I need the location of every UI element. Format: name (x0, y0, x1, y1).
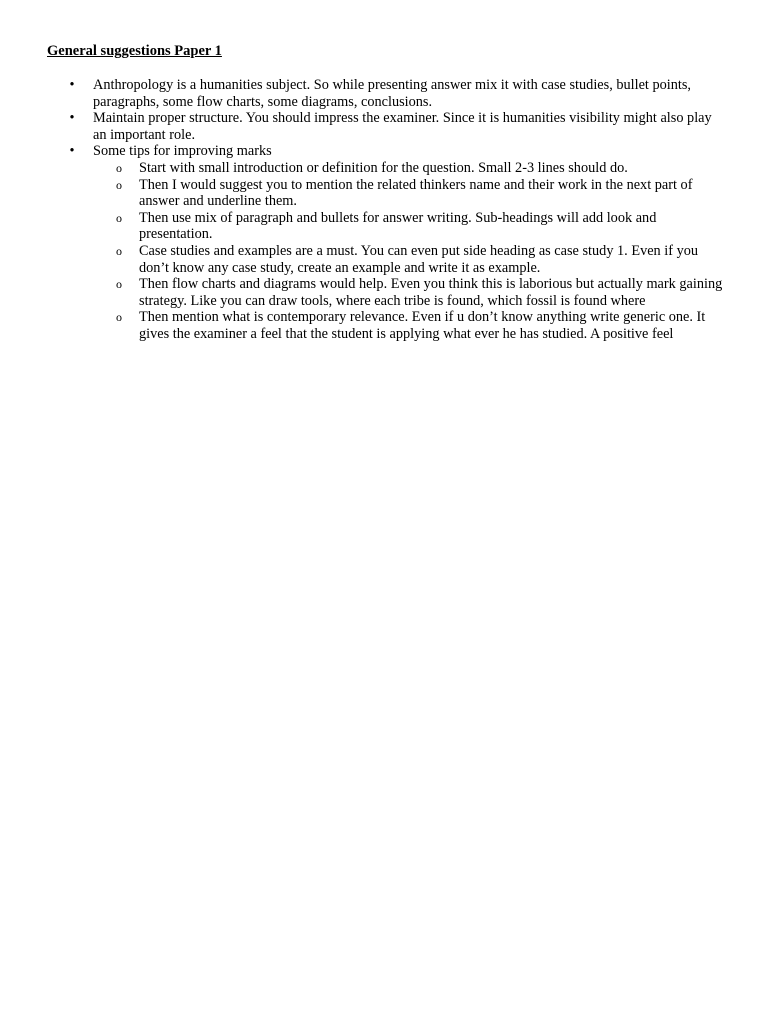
bullet-text: Some tips for improving marks (93, 143, 272, 160)
tip-item-contemporary-relevance (0, 309, 723, 342)
circle-bullet-icon: o (116, 243, 122, 258)
circle-bullet-icon: o (116, 210, 122, 225)
tip-item-introduction (0, 160, 723, 177)
tip-item-thinkers (0, 177, 723, 210)
circle-bullet-icon: o (116, 310, 122, 325)
bullet-item-structure (0, 110, 715, 143)
tip-item-paragraph-bullets (0, 210, 723, 243)
tip-item-flow-charts (0, 276, 723, 309)
bullet-text: Anthropology is a humanities subject. So while presenting answer mix it with case studies, bullet points, paragraphs, some flow charts, some diagrams, conclusions. (93, 77, 692, 110)
bullet-icon: • (69, 143, 75, 160)
bullet-item-humanities (0, 77, 715, 110)
tip-item-case-studies (0, 243, 723, 276)
tip-text: Then mention what is contemporary relevance. Even if u don’t know anything write generic one. It gives the examiner a feel that the student is applying what ever he has studied. A positive feel (139, 309, 706, 342)
main-bullet-list (0, 77, 768, 343)
circle-bullet-icon: o (116, 177, 122, 192)
bullet-icon: • (69, 110, 75, 127)
tip-text: Start with small introduction or definition for the question. Small 2-3 lines should do. (139, 159, 628, 176)
tips-sublist (0, 159, 723, 343)
tip-text: Case studies and examples are a must. You can even put side heading as case study 1. Even if you don’t know any case study, create an example and write it as example. (139, 242, 699, 276)
tip-text: Then use mix of paragraph and bullets for answer writing. Sub-headings will add look and presentation. (139, 209, 657, 243)
bullet-icon: • (69, 77, 75, 93)
bullet-item-tips (0, 143, 723, 342)
document-title: General suggestions Paper 1 (47, 43, 222, 59)
tip-text: Then I would suggest you to mention the related thinkers name and their work in the next part of answer and underline them. (139, 176, 693, 210)
bullet-text: Maintain proper structure. You should impress the examiner. Since it is humanities visibility might also play an important role. (93, 110, 712, 143)
tip-text: Then flow charts and diagrams would help. Even you think this is laborious but actually mark gaining strategy. Like you can draw tools, where each tribe is found, which fossil is found where (139, 276, 723, 309)
circle-bullet-icon: o (116, 277, 122, 292)
circle-bullet-icon: o (116, 160, 122, 175)
